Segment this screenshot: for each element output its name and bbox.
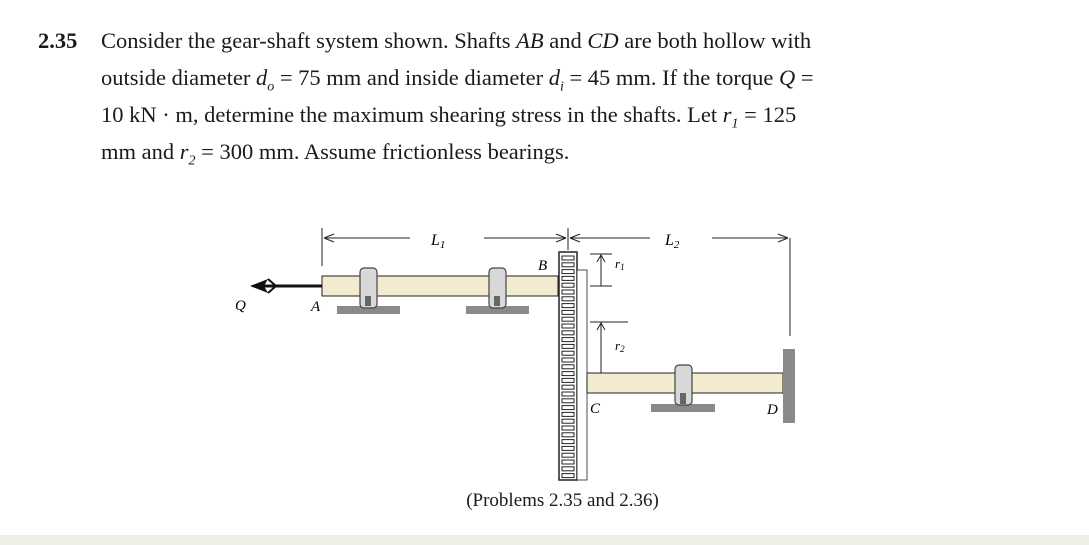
subscript-2: 2 [188,153,196,169]
subscript-i: i [559,79,564,95]
text-span: = [795,65,814,90]
symbol-d: d [255,65,268,90]
c-label: C [590,401,601,417]
problem-number: 2.35 [38,28,78,53]
text-span: = 75 mm and inside diameter [274,65,549,90]
symbol-q: Q [779,65,796,90]
text-span: outside diameter [101,65,256,90]
text-span: = 125 [738,102,797,127]
r1-dimension [590,254,612,286]
l2-label: L2 [665,232,680,251]
subscript-o: o [267,79,275,95]
l1-label: L1 [431,232,446,251]
symbol-r: r [722,102,732,127]
shaft-ab-label: AB [516,28,544,53]
page-bottom-strip [0,535,1089,545]
text-span: Consider the gear-shaft system shown. Shafts [101,28,517,53]
symbol-r: r [179,139,189,164]
fixed-wall-d [783,349,795,423]
r1-label: r1 [615,256,625,272]
q-label: Q [235,298,246,314]
subscript-1: 1 [731,116,739,132]
text-span: mm and [101,139,180,164]
a-label: A [311,299,321,315]
shaft-ab [322,276,558,296]
text-span: = 45 mm. If the torque [563,65,780,90]
text-span: are both hollow with [618,28,812,53]
gear-pair [559,252,587,480]
torque-q-arrow [250,279,322,293]
figure-caption: (Problems 2.35 and 2.36) [466,490,659,511]
r2-label: r2 [615,338,625,354]
b-label: B [538,258,548,274]
d-label: D [767,402,778,418]
symbol-d: d [548,65,560,90]
text-span: 10 kN · m, determine the maximum shearing stress in the shafts. Let [101,102,723,127]
shaft-cd-label: CD [587,28,619,53]
text-span: = 300 mm. Assume frictionless bearings. [195,139,570,164]
text-span: and [543,28,588,53]
